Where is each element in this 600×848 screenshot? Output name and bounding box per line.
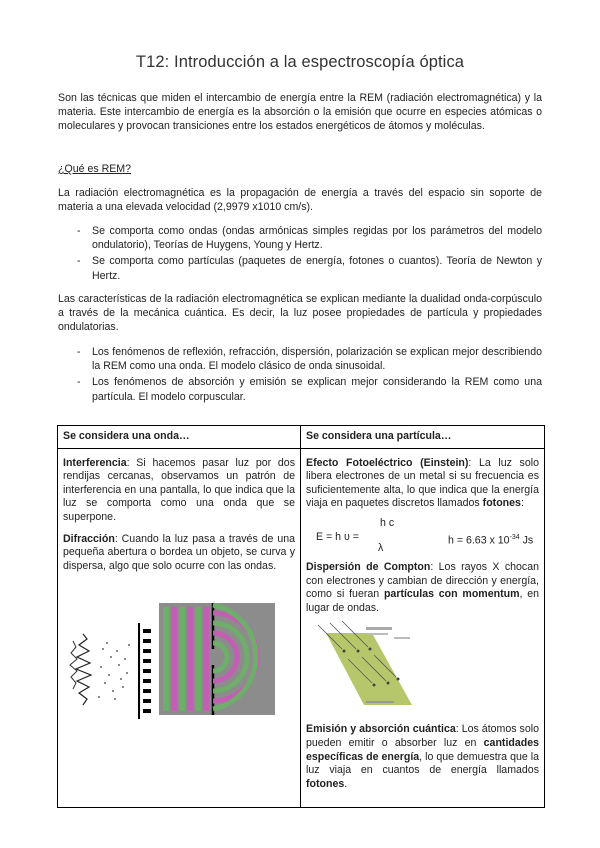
rem-bullet-list	[58, 224, 542, 285]
wave-cell	[58, 448, 301, 807]
particle-column-header: Se considera una partícula…	[301, 426, 545, 449]
photoelectric-block	[306, 457, 539, 511]
duality-bullet-list	[58, 345, 542, 406]
particle-cell-content	[306, 457, 539, 803]
compton-term: Dispersión de Compton	[306, 560, 431, 573]
rem-definition: La radiación electromagnética es la propagación de energía a través del espacio sin soporte de materia a una elevada velocidad (2,9979 x1010 cm/s).	[58, 187, 542, 214]
list-item	[58, 375, 542, 403]
rem-heading-text: ¿Qué es REM?	[58, 163, 132, 175]
interference-block	[63, 457, 295, 525]
list-item-text: Se comporta como partículas (paquetes de energía, fotones o cuantos). Teoría de Newton y Hertz.	[92, 255, 542, 282]
energy-formula	[306, 517, 539, 557]
emission-bold: cantidades específicas de energía	[306, 736, 539, 763]
emission-text-2: , lo que demuestra que la luz viaja en cuantos de energía llamados	[306, 750, 539, 777]
particle-cell	[301, 448, 545, 807]
intro-paragraph: Son las técnicas que miden el intercambio de energía entre la REM (radiación electromagnética) y la materia. Este intercambio de energía es la absorción o la emisión que ocurre en especies atómicas o moleculares y provocan transiciones entre los estados energéticos de átomos y moléculas.	[58, 92, 542, 133]
photoelectric-bold: fotones	[482, 497, 521, 510]
page-title: T12: Introducción a la espectroscopía óptica	[135, 53, 465, 71]
compton-diagram	[308, 619, 428, 709]
formula-numerator: h c	[380, 516, 395, 529]
duality-paragraph: Las características de la radiación electromagnética se explican mediante la dualidad onda-corpúsculo a través de la mecánica cuántica. Es decir, la luz posee propiedades de partícula y propiedades ondulatorias.	[58, 293, 542, 334]
interference-text: : Si hacemos pasar luz por dos rendijas cercanas, observamos un patrón de interferencia en una pantalla, lo que indica que la luz se comporta como una onda que se superpone.	[63, 456, 295, 523]
dash-marker: -	[77, 225, 81, 237]
emission-end: .	[344, 777, 348, 790]
formula-exponent: -34	[509, 533, 520, 541]
compton-text: : Los rayos X chocan con electrones y cambian de dirección y energía, como si fueran	[306, 560, 539, 601]
list-item	[58, 345, 542, 373]
formula-left: E = h υ =	[316, 530, 359, 543]
formula-unit: Js	[519, 534, 534, 547]
emission-block	[306, 723, 539, 791]
formula-denominator: λ	[378, 541, 384, 554]
diffraction-wave-diagram	[159, 603, 275, 715]
list-item-text: Los fenómenos de absorción y emisión se explican mejor considerando la REM como una partícula. El modelo corpuscular.	[92, 376, 542, 403]
formula-planck-base: h = 6.63 x 10	[448, 534, 510, 547]
dash-marker: -	[77, 255, 81, 268]
list-item	[58, 254, 542, 282]
emission-bold-2: fotones	[306, 777, 345, 790]
wave-figures	[63, 579, 295, 769]
compton-end: , en lugar de ondas.	[306, 588, 540, 614]
diffraction-term: Difracción	[63, 532, 115, 545]
compton-block	[306, 561, 539, 615]
photoelectric-end: :	[520, 497, 524, 510]
photoelectric-term: Efecto Fotoeléctrico (Einstein)	[306, 456, 469, 469]
compton-bold: partículas con momentum	[383, 588, 520, 601]
rem-heading	[58, 162, 542, 176]
list-item-text: Se comporta como ondas (ondas armónicas simples regidas por los parámetros del modelo ondulatorio), Teorías de Huygens, Young y Hertz.	[92, 225, 542, 252]
emission-text: : Los átomos solo pueden emitir o absorber luz en	[306, 723, 539, 749]
dash-marker: -	[77, 346, 81, 358]
interference-term: Interferencia	[63, 456, 127, 469]
emission-term: Emisión y absorción cuántica	[306, 723, 456, 736]
list-item	[58, 224, 542, 252]
dash-marker: -	[77, 376, 81, 389]
double-slit-diagram	[70, 623, 151, 719]
comparison-table	[57, 425, 545, 808]
wave-column-header: Se considera una onda…	[58, 426, 301, 449]
diffraction-text: : Cuando la luz pasa a través de una pequeña abertura o bordea un objeto, se curva y dispersa, algo que solo ocurre con las ondas.	[63, 532, 295, 572]
formula-planck	[448, 531, 533, 548]
list-item-text: Los fenómenos de reflexión, refracción, dispersión, polarización se explican mejor describiendo la REM como una onda. El modelo clásico de onda sinusoidal.	[92, 346, 542, 373]
diffraction-block	[63, 533, 295, 574]
photoelectric-text: : La luz solo libera electrones de un metal si su frecuencia es suficientemente alta, lo que indica que la energía viaja en paquetes discretos llamados	[306, 456, 539, 510]
wave-cell-content	[63, 457, 295, 803]
